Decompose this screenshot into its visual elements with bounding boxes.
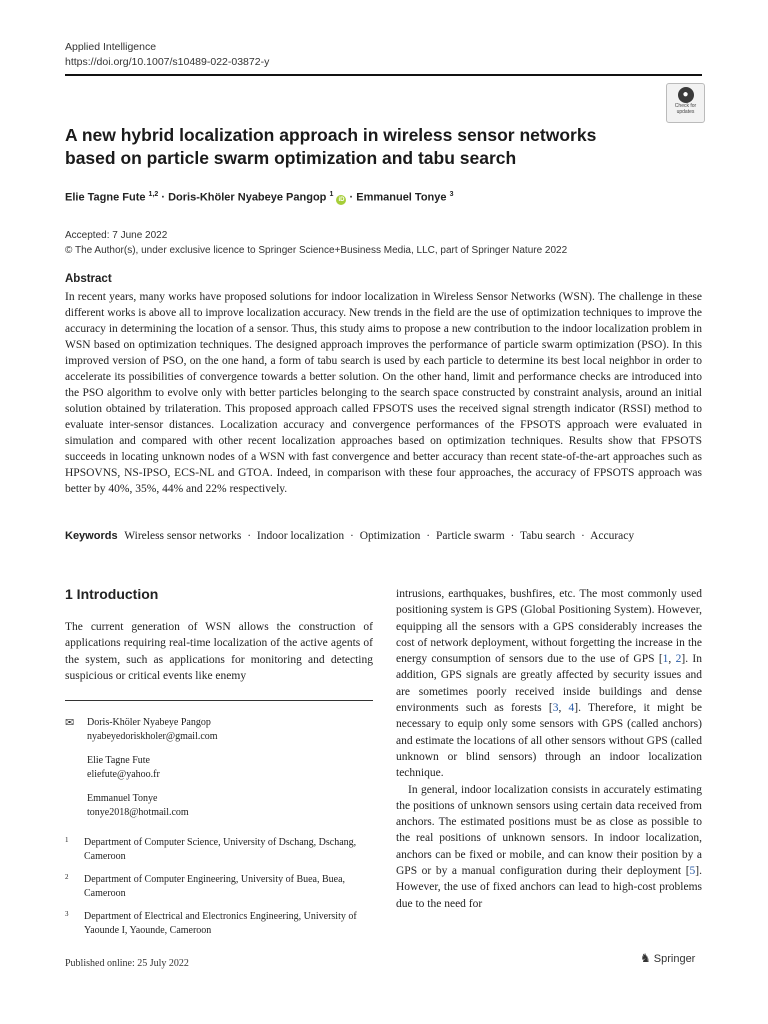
journal-header [65,40,269,70]
citation-link[interactable]: 5 [689,865,696,878]
affiliation-number: 1 [65,836,69,844]
keyword: Accuracy [590,530,635,542]
introduction-right-column [396,586,702,912]
published-date: Published online: 25 July 2022 [65,958,189,969]
introduction-right-paragraph-2 [396,782,702,912]
accepted-date: Accepted: 7 June 2022 [65,230,168,241]
citation-separator: , [558,702,569,715]
abstract-heading: Abstract [65,273,112,285]
correspondent-email[interactable]: tonye2018@hotmail.com [87,807,189,818]
keyword-separator: · [247,530,252,542]
keyword: Tabu search [520,530,576,542]
check-for-updates-icon: ● [678,87,694,103]
copyright-notice: © The Author(s), under exclusive licence to Springer Science+Business Media, LLC, part of Springer Nature 2022 [65,245,568,256]
author-1[interactable]: Elie Tagne Fute [65,191,146,204]
keyword-separator: · [510,530,515,542]
article-meta [65,228,567,258]
author-3-affiliation: 3 [449,191,454,198]
correspondent-email[interactable]: nyabeyedoriskholer@gmail.com [87,731,218,742]
orcid-icon[interactable]: iD [338,196,345,203]
citation-link[interactable]: 1 [662,653,669,666]
envelope-icon: ✉ [65,717,75,729]
springer-horse-icon: ♞ [640,951,651,965]
citation-link[interactable]: 4 [568,702,575,715]
text-run: ]. In addition, GPS signals are greatly affected by security issues and are sometimes poorly received inside buildings and dense environments such as forests [ [396,653,703,715]
abstract-text: In recent years, many works have proposed solutions for indoor localization in Wireless Sensor Networks (WSN). The challenge in these different works is above all to improve localization accuracy. New trends in the field are the use of optimization techniques to improve the accuracy in determining the location of a sensor. Thus, this study aims to propose a new contribution to the indoor localization problem in WSN based on optimization techniques. The designed approach improves the performance of particle swarm optimization (PSO). In this improved version of PSO, on the one hand, a form of tabu search is used by each particle to determine its best local neighbor in order to accelerate its possibilities of convergence towards a better solution. On the other hand, limit and performance checks are introduced into the PSO algorithm to evolve only with better particles belonging to the search space constructed by constraint analysis, around an initial solution obtained by trilateration. This proposed approach called FPSOTS uses the received signal strength indicator (RSSI) method to evaluate inter-sensor distances. Localization accuracy and convergence performances of the FPSOTS approach were evaluated in simulation and compared with other recent localization approaches based on optimization techniques. Results show that FPSOTS succeeds in locating unknown nodes of a WSN with fast convergence and better accuracy than recent state-of-the-art approaches such as HPSOVNS, NS-IPSO, ECS-NL and GTOA. Indeed, in comparison with these four approaches, the accuracy of FPSOTS approach was better by 40%, 35%, 44% and 22% respectively. [65,291,702,495]
publisher-name: Springer [653,953,696,965]
affiliation-text: Department of Computer Science, University of Dschang, Dschang, Cameroon [84,837,357,862]
introduction-right-paragraph-1 [396,586,702,782]
correspondent-name: Doris-Khöler Nyabeye Pangop [87,717,211,728]
keyword-separator: · [426,530,431,542]
author-2[interactable]: Doris-Khöler Nyabeye Pangop [168,191,327,204]
affiliation-number: 3 [65,910,69,918]
header-rule [65,74,702,76]
correspondence-block [65,716,385,830]
author-separator: · [349,191,354,204]
keywords [65,530,715,542]
author-separator: · [161,191,166,204]
citation-link[interactable]: 2 [675,653,682,666]
correspondent-name: Emmanuel Tonye [87,793,158,804]
text-run: In general, indoor localization consists in accurately estimating the positions of unknown sensors using certain data received from anchors. The estimated positions must be as close as possible to the real positions of unknown sensors. In indoor localization, anchors can be fixed or mobile, and can know their position by a GPS or by a manual configuration during their deployment [ [396,783,702,878]
journal-name: Applied Intelligence [65,41,157,53]
introduction-heading: 1 Introduction [65,586,159,602]
affiliation-entry [65,836,385,864]
keyword-separator: · [581,530,585,542]
keyword: Indoor localization [256,530,345,542]
text-run: intrusions, earthquakes, bushfires, etc. The most commonly used positioning system is GPS (Global Positioning System). However, equipping all the sensors with a GPS considerably increases the cost of network deployment, without forgetting the increase in the energy consumption of sensors due to the use of GPS [ [396,588,702,666]
keywords-heading: Keywords [65,530,118,542]
correspondence-entry [65,754,385,782]
citation-link[interactable]: 3 [552,702,559,715]
badge-line-1: Check for [674,103,697,109]
affiliation-entry [65,873,385,901]
keyword: Optimization [359,530,421,542]
affiliation-entry [65,910,385,938]
doi-link[interactable]: https://doi.org/10.1007/s10489-022-03872-y [65,56,270,68]
author-1-affiliation: 1,2 [148,191,159,198]
introduction-left-paragraph: The current generation of WSN allows the construction of applications requiring real-time localization of the active agents of the system, such as applications for monitoring and detecting suspicious or critical events like enemy [65,621,373,682]
affiliation-number: 2 [65,873,69,881]
citation-separator: , [668,653,676,666]
correspondent-email[interactable]: eliefute@yahoo.fr [87,769,160,780]
author-3[interactable]: Emmanuel Tonye [356,191,447,204]
correspondence-entry [65,716,385,744]
springer-logo[interactable] [640,951,695,965]
author-2-affiliation: 1 [329,191,334,198]
check-for-updates-badge[interactable] [666,83,705,123]
keyword: Particle swarm [435,530,505,542]
correspondence-entry [65,792,385,820]
affiliation-text: Department of Electrical and Electronics Engineering, University of Yaounde I, Yaounde, Cameroon [84,911,357,936]
footnote-rule [65,700,373,701]
badge-line-2: updates [676,109,695,115]
keyword: Wireless sensor networks [124,530,242,542]
paper-title: A new hybrid localization approach in wireless sensor networks based on particle swarm optimization and tabu search [65,125,597,168]
text-run: ]. However, the use of fixed anchors can lead to high-cost problems due to the need for [396,865,702,910]
affiliation-text: Department of Computer Engineering, University of Buea, Buea, Cameroon [84,874,346,899]
affiliations [65,836,385,947]
keyword-separator: · [349,530,354,542]
author-list [65,191,453,205]
correspondent-name: Elie Tagne Fute [87,755,150,766]
text-run: ]. Therefore, it might be necessary to equip only some sensors with GPS (called anchors) and estimate the locations of all other sensors without GPS (called unknown or blind sensors) through an indoor localization technique. [396,702,703,780]
